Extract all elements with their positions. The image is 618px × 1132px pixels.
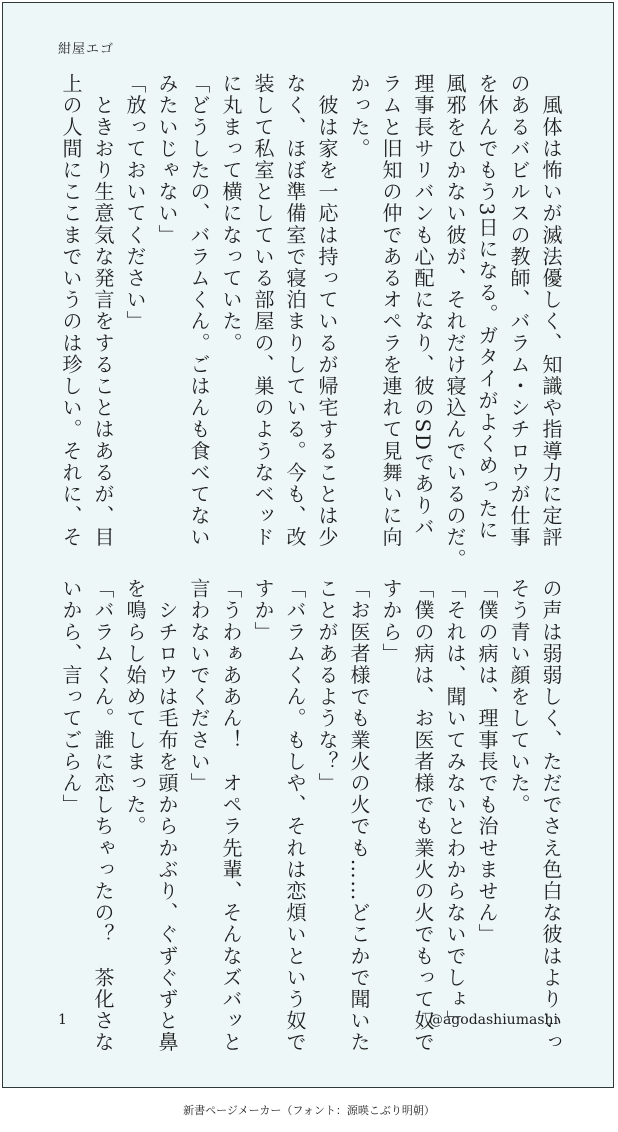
text-block-top [55,73,567,570]
text-line: 装して私室としている部屋の、巣のようなベッド [251,73,275,549]
text-line: みたいじゃない」 [155,73,179,246]
text-line: かった。 [347,73,371,160]
text-line: すか」 [251,578,275,643]
text-line: シチロウは毛布を頭からかぶり、ぐずぐずと鼻 [155,578,179,1054]
text-line: なく、ほぼ準備室で寝泊まりしている。今も、改 [283,73,307,549]
text-line: 「それは、聞いてみないとわからないでしょ」 [443,578,467,1032]
text-line: 言わないでください」 [187,578,211,794]
text-line: の声は弱弱しく、ただでさえ色白な彼はよりいっ [539,578,563,1054]
text-line: 「お医者様でも業火の火でも……どこかで聞いた [347,578,371,1054]
text-line: いから、言ってごらん」 [59,578,83,816]
text-line: を休んでもう3日になる。ガタイがよくめったに [475,73,499,541]
text-line: すから」 [379,578,403,665]
page-number: 1 [58,1012,67,1028]
text-line: 「放っておいてください」 [123,73,147,333]
text-line: 上の人間にここまでいうのは珍しい。それに、そ [59,73,83,549]
text-line: に丸まって横になっていた。 [219,73,243,354]
text-line: のあるバビルスの教師、バラム・シチロウが仕事 [507,73,531,549]
text-line: ときおり生意気な発言をすることはあるが、目 [91,73,115,549]
text-line: 「どうしたの、バラムくん。ごはんも食べてない [187,73,211,549]
generator-credit: 新書ページメーカー（フォント：源暎こぶり明朝） [183,1104,435,1117]
author-name: 紺屋エゴ [58,42,115,57]
book-page [2,2,614,1088]
text-line: を鳴らし始めてしまった。 [123,578,147,838]
text-line: 「バラムくん。誰に恋しちゃったの？ 茶化さな [91,578,115,1054]
text-line: 彼は家を一応は持っているが帰宅することは少 [315,73,339,549]
author-handle: @agodashiumashi [428,1012,558,1028]
text-line: ことがあるような？」 [315,578,339,794]
text-line: 「僕の病は、お医者様でも業火の火でもって奴で [411,578,435,1054]
text-line: 理事長サリバンも心配になり、彼のSDでありバ [411,73,435,538]
text-line: 風邪をひかない彼が、それだけ寝込んでいるのだ。 [443,73,467,570]
text-line: そう青い顔をしていた。 [507,578,531,816]
text-line: 風体は怖いが滅法優しく、知識や指導力に定評 [539,73,563,549]
text-line: ラムと旧知の仲であるオペラを連れて見舞いに向 [379,73,403,549]
text-line: 「バラムくん。もしや、それは恋煩いという奴で [283,578,307,1054]
text-line: 「僕の病は、理事長でも治せません」 [475,578,499,946]
text-line: 「うわぁああん！ オペラ先輩、そんなズバッと [219,578,243,1054]
